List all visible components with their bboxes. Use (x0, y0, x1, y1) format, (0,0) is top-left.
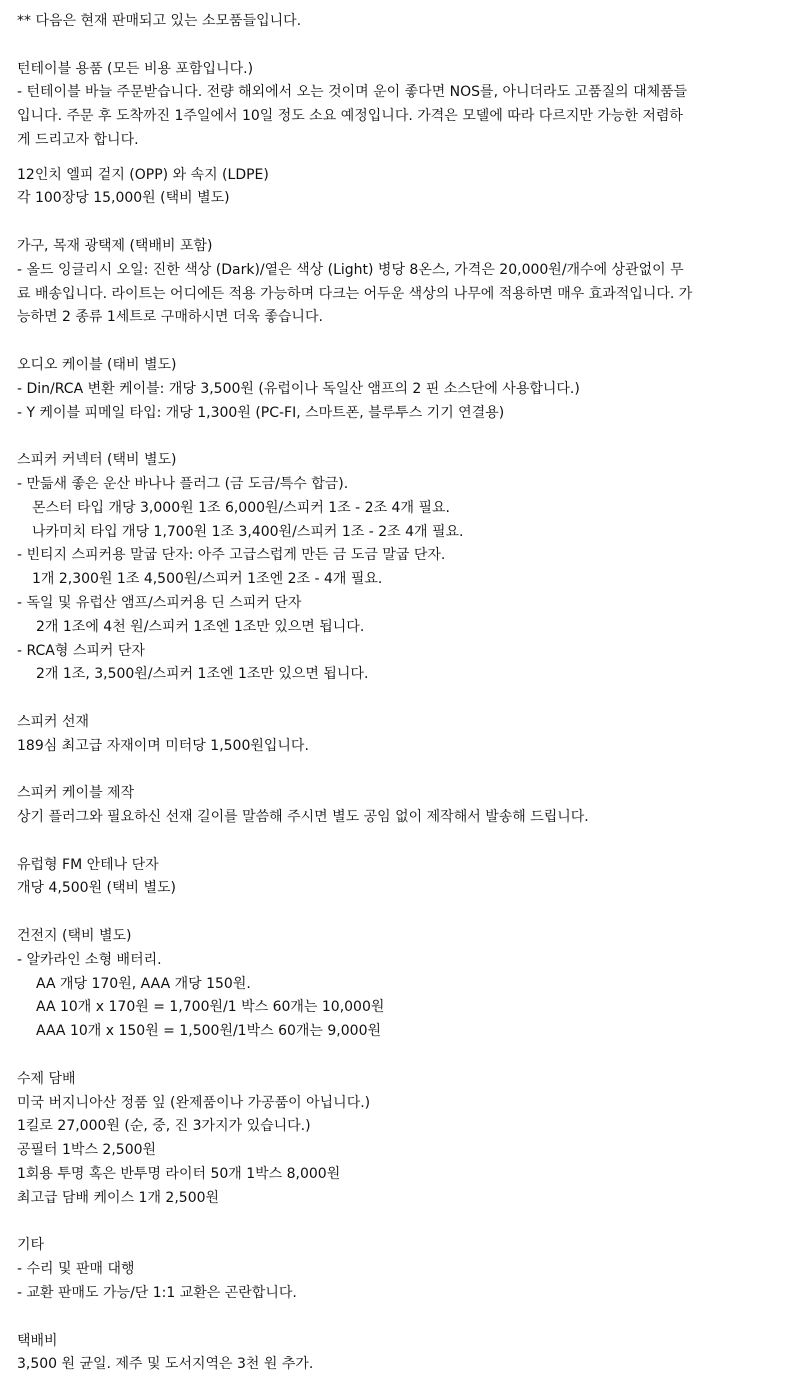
cable-make-line: 상기 플러그와 필요하신 선재 길이를 말씀해 주시면 별도 공임 없이 제작해서 발송해 드립니다. (17, 809, 589, 826)
spacer (17, 34, 787, 58)
wire-line: 189심 최고급 자재이며 미터당 1,500원입니다. (17, 737, 309, 754)
section-title-audio-cable: 오디오 케이블 (태비 별도) (17, 356, 177, 373)
spacer (17, 759, 787, 783)
sleeves-line: 각 100장당 15,000원 (택비 별도) (17, 190, 230, 207)
section-title-antenna: 유럽형 FM 안테나 단자 (17, 856, 159, 873)
spacer (17, 1306, 787, 1330)
spacer (17, 1211, 787, 1235)
section-title-turntable: 턴테이블 용품 (모든 비용 포함입니다.) (17, 60, 254, 77)
tobacco-line: 최고급 담배 케이스 1개 2,500원 (17, 1189, 220, 1206)
connector-line: 1개 2,300원 1조 4,500원/스피커 1조엔 2조 - 4개 필요. (32, 571, 383, 588)
tobacco-line: 1회용 투명 혹은 반투명 라이터 50개 1박스 8,000원 (17, 1166, 341, 1183)
shipping-line: 3,500 원 균일. 제주 및 도서지역은 3천 원 추가. (17, 1356, 314, 1373)
etc-line: - 수리 및 판매 대행 (17, 1261, 135, 1278)
battery-line: - 알카라인 소형 배터리. (17, 951, 162, 968)
tobacco-line: 공필터 1박스 2,500원 (17, 1142, 157, 1159)
tobacco-line: 미국 버지니아산 정품 잎 (완제품이나 가공품이 아닙니다.) (17, 1094, 371, 1111)
polish-line: - 올드 잉글리시 오일: 진한 색상 (Dark)/옅은 색상 (Light) 병당 8온스, 가격은 20,000원/개수에 상관없이 무 (17, 261, 684, 278)
section-title-cable-make: 스피커 케이블 제작 (17, 785, 135, 802)
spacer (17, 687, 787, 711)
polish-line: 능하면 2 종류 1세트로 구매하시면 더욱 좋습니다. (17, 309, 323, 326)
connector-line: - 독일 및 유럽산 앰프/스피커용 딘 스피커 단자 (17, 594, 302, 611)
connector-line: 2개 1조에 4천 원/스피커 1조엔 1조만 있으면 됩니다. (36, 618, 365, 635)
turntable-line: - 턴테이블 바늘 주문받습니다. 전량 해외에서 오는 것이며 운이 좋다면 NOS를, 아니더라도 고품질의 대체품들 (17, 84, 688, 101)
etc-line: - 교환 판매도 가능/단 1:1 교환은 곤란합니다. (17, 1285, 297, 1302)
polish-line: 료 배송입니다. 라이트는 어디에든 적용 가능하며 다크는 어두운 색상의 나무에 적용하면 매우 효과적입니다. 가 (17, 285, 693, 302)
battery-line: AA 개당 170원, AAA 개당 150원. (36, 975, 251, 992)
spacer (17, 211, 787, 235)
connector-line: 나카미치 타입 개당 1,700원 1조 3,400원/스피커 1조 - 2조 4개 필요. (32, 523, 464, 540)
spacer (17, 1044, 787, 1068)
connector-line: - RCA형 스피커 단자 (17, 642, 145, 659)
section-title-etc: 기타 (17, 1237, 45, 1254)
section-title-battery: 건전지 (택비 별도) (17, 928, 132, 945)
turntable-line: 게 드리고자 합니다. (17, 131, 139, 148)
connector-line: 2개 1조, 3,500원/스피커 1조엔 1조만 있으면 됩니다. (36, 666, 369, 683)
section-title-tobacco: 수제 담배 (17, 1070, 76, 1087)
intro-note: ** 다음은 현재 판매되고 있는 소모품들입니다. (17, 13, 302, 29)
spacer (17, 330, 787, 354)
section-title-polish: 가구, 목재 광택제 (택배비 포함) (17, 237, 213, 254)
section-title-sleeves: 12인치 엘피 겉지 (OPP) 와 속지 (LDPE) (17, 166, 269, 183)
spacer (17, 901, 787, 925)
battery-line: AAA 10개 x 150원 = 1,500원/1박스 60개는 9,000원 (36, 1023, 382, 1040)
connector-line: 몬스터 타입 개당 3,000원 1조 6,000원/스피커 1조 - 2조 4개 필요. (32, 499, 450, 516)
section-gap (17, 153, 787, 164)
spacer (17, 425, 787, 449)
section-title-shipping: 택배비 (17, 1332, 58, 1349)
audio-cable-line: - Y 케이블 피메일 타입: 개당 1,300원 (PC-FI, 스마트폰, 블루투스 기기 연결용) (17, 404, 505, 421)
audio-cable-line: - Din/RCA 변환 케이블: 개당 3,500원 (유럽이나 독일산 앰프의 2 핀 소스단에 사용합니다.) (17, 380, 580, 397)
antenna-line: 개당 4,500원 (택비 별도) (17, 880, 177, 897)
connector-line: - 빈티지 스피커용 말굽 단자: 아주 고급스럽게 만든 금 도금 말굽 단자. (17, 547, 446, 564)
battery-line: AA 10개 x 170원 = 1,700원/1 박스 60개는 10,000원 (36, 999, 385, 1016)
section-title-wire: 스피커 선재 (17, 713, 90, 730)
spacer (17, 830, 787, 854)
turntable-line: 입니다. 주문 후 도착까진 1주일에서 10일 정도 소요 예정입니다. 가격은 모델에 따라 다르지만 가능한 저렴하 (17, 108, 683, 125)
tobacco-line: 1킬로 27,000원 (순, 중, 진 3가지가 있습니다.) (17, 1118, 311, 1135)
document-body (17, 10, 787, 1377)
section-title-connector: 스피커 커넥터 (택비 별도) (17, 452, 177, 469)
connector-line: - 만듦새 좋은 운산 바나나 플러그 (금 도금/특수 합금). (17, 475, 349, 492)
